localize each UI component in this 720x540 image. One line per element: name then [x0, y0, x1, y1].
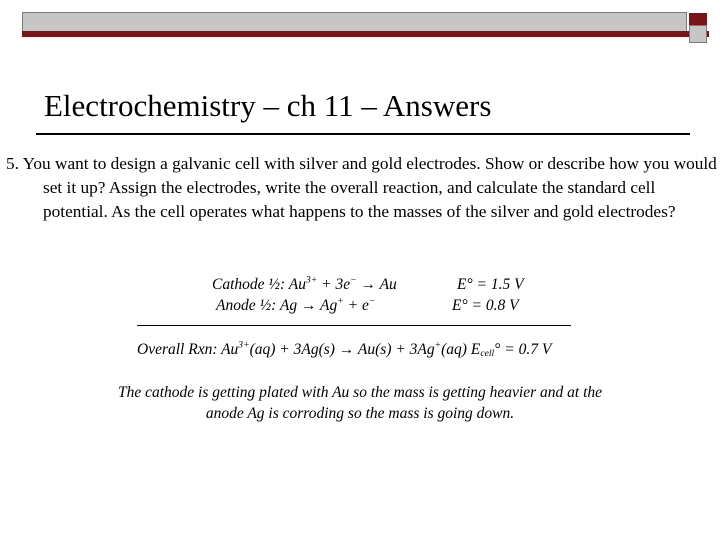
- anode-half-reaction: Anode ½: Ag → Ag+ + e−: [216, 295, 376, 314]
- cathode-half-reaction: Cathode ½: $Au^{3+} + 3e^- \to Au$: [212, 274, 397, 293]
- anode-potential: E° = 0.8 V: [452, 297, 519, 314]
- cathode-potential: E° = 1.5 V: [457, 276, 524, 293]
- header-gray-square: [689, 25, 707, 43]
- question-text: 5. You want to design a galvanic cell with silver and gold electrodes. Show or describe how you would set it up? Assign the electrodes, write the overall reaction, and calculate the standard cell potential. As the cell operates what happens to the masses of the silver and gold electrodes?: [6, 154, 717, 221]
- overall-reaction: Overall Rxn: $Au^{3+}(aq) + 3Ag(s) \to Au(s) + 3Ag^+(aq) E_{cell}^\circ = 0.7$ V: [137, 339, 552, 359]
- reaction-sum-line: [137, 325, 571, 326]
- header-accent-bar: [22, 31, 709, 37]
- slide-title: Electrochemistry – ch 11 – Answers: [44, 88, 492, 123]
- conclusion-text: The cathode is getting plated with Au so the mass is getting heavier and at the anode Ag is corroding so the mass is going down.: [117, 384, 603, 422]
- title-underline: [36, 133, 690, 135]
